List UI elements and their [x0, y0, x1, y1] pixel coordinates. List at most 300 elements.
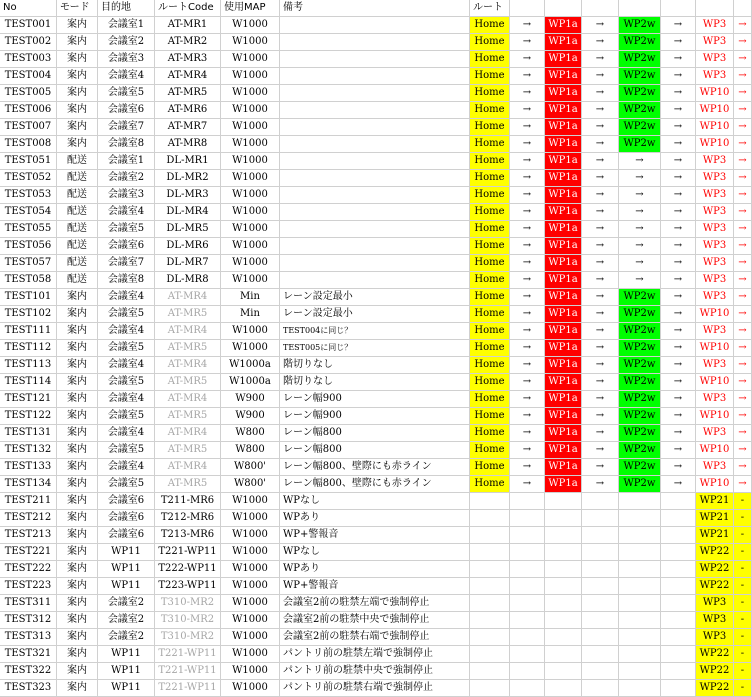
cell-code[interactable]: AT-MR2 — [155, 34, 221, 51]
cell-route-6[interactable]: WP3 — [696, 595, 734, 612]
cell-route-5[interactable]: → — [661, 391, 696, 408]
cell-route-2[interactable]: WP1a — [545, 51, 582, 68]
cell-route-5[interactable] — [661, 510, 696, 527]
cell-no[interactable]: TEST311 — [0, 595, 57, 612]
cell-note[interactable]: WP+警報音 — [280, 527, 470, 544]
cell-no[interactable]: TEST114 — [0, 374, 57, 391]
cell-no[interactable]: TEST312 — [0, 612, 57, 629]
cell-route-1[interactable] — [510, 612, 545, 629]
cell-note[interactable]: レーン幅900 — [280, 391, 470, 408]
cell-route-2[interactable] — [545, 629, 582, 646]
cell-route-0[interactable]: Home — [470, 119, 510, 136]
cell-map[interactable]: W1000 — [221, 527, 280, 544]
cell-route-1[interactable] — [510, 561, 545, 578]
cell-map[interactable]: W1000 — [221, 544, 280, 561]
cell-route-1[interactable] — [510, 629, 545, 646]
cell-code[interactable]: T310-MR2 — [155, 629, 221, 646]
cell-route-0[interactable]: Home — [470, 204, 510, 221]
cell-route-0[interactable]: Home — [470, 238, 510, 255]
cell-route-2[interactable]: WP1a — [545, 442, 582, 459]
cell-route-1[interactable]: → — [510, 374, 545, 391]
cell-route-1[interactable]: → — [510, 221, 545, 238]
cell-route-1[interactable]: → — [510, 136, 545, 153]
cell-route-0[interactable]: Home — [470, 153, 510, 170]
cell-code[interactable]: DL-MR2 — [155, 170, 221, 187]
cell-route-1[interactable]: → — [510, 85, 545, 102]
cell-route-5[interactable]: → — [661, 306, 696, 323]
cell-route-3[interactable]: → — [582, 391, 619, 408]
cell-route-4[interactable]: WP2w — [619, 102, 661, 119]
cell-route-4[interactable] — [619, 629, 661, 646]
cell-route-4[interactable]: WP2w — [619, 476, 661, 493]
cell-code[interactable]: DL-MR6 — [155, 238, 221, 255]
cell-route-0[interactable]: Home — [470, 391, 510, 408]
cell-note[interactable]: レーン幅800、壁際にも赤ライン — [280, 459, 470, 476]
cell-route-2[interactable]: WP1a — [545, 374, 582, 391]
cell-route-4[interactable]: WP2w — [619, 119, 661, 136]
cell-route-0[interactable]: Home — [470, 170, 510, 187]
cell-mode[interactable]: 案内 — [57, 425, 98, 442]
cell-route-4[interactable]: WP2w — [619, 323, 661, 340]
cell-route-5[interactable]: → — [661, 102, 696, 119]
cell-route-0[interactable]: Home — [470, 340, 510, 357]
cell-no[interactable]: TEST054 — [0, 204, 57, 221]
cell-trailing[interactable]: → — [734, 187, 752, 204]
cell-route-5[interactable]: → — [661, 170, 696, 187]
cell-route-2[interactable]: WP1a — [545, 153, 582, 170]
cell-dest[interactable]: WP11 — [98, 578, 155, 595]
cell-map[interactable]: W1000 — [221, 68, 280, 85]
cell-route-2[interactable]: WP1a — [545, 323, 582, 340]
cell-route-1[interactable]: → — [510, 340, 545, 357]
cell-route-4[interactable]: → — [619, 238, 661, 255]
cell-map[interactable]: W1000 — [221, 170, 280, 187]
cell-map[interactable]: W1000 — [221, 578, 280, 595]
cell-route-2[interactable]: WP1a — [545, 357, 582, 374]
cell-mode[interactable]: 案内 — [57, 374, 98, 391]
cell-route-6[interactable]: WP3 — [696, 170, 734, 187]
cell-route-0[interactable]: Home — [470, 187, 510, 204]
cell-route-1[interactable]: → — [510, 119, 545, 136]
cell-no[interactable]: TEST005 — [0, 85, 57, 102]
cell-trailing[interactable]: → — [734, 323, 752, 340]
cell-route-1[interactable] — [510, 680, 545, 697]
cell-code[interactable]: AT-MR4 — [155, 459, 221, 476]
cell-route-1[interactable]: → — [510, 34, 545, 51]
cell-route-3[interactable] — [582, 595, 619, 612]
cell-route-2[interactable] — [545, 544, 582, 561]
cell-note[interactable] — [280, 34, 470, 51]
cell-map[interactable]: W1000 — [221, 34, 280, 51]
cell-route-0[interactable]: Home — [470, 102, 510, 119]
cell-trailing[interactable]: → — [734, 255, 752, 272]
cell-route-4[interactable] — [619, 612, 661, 629]
cell-route-5[interactable]: → — [661, 255, 696, 272]
cell-no[interactable]: TEST321 — [0, 646, 57, 663]
cell-note[interactable]: WPなし — [280, 493, 470, 510]
cell-dest[interactable]: 会議室6 — [98, 510, 155, 527]
cell-code[interactable]: AT-MR5 — [155, 408, 221, 425]
cell-map[interactable]: W1000 — [221, 510, 280, 527]
cell-note[interactable]: レーン設定最小 — [280, 289, 470, 306]
cell-dest[interactable]: 会議室5 — [98, 306, 155, 323]
cell-trailing[interactable]: - — [734, 595, 752, 612]
cell-route-3[interactable] — [582, 527, 619, 544]
cell-map[interactable]: W1000 — [221, 136, 280, 153]
cell-mode[interactable]: 案内 — [57, 17, 98, 34]
cell-note[interactable] — [280, 272, 470, 289]
cell-code[interactable]: DL-MR1 — [155, 153, 221, 170]
cell-code[interactable]: T221-WP11 — [155, 544, 221, 561]
cell-route-3[interactable]: → — [582, 34, 619, 51]
cell-route-3[interactable]: → — [582, 374, 619, 391]
cell-route-4[interactable] — [619, 646, 661, 663]
cell-route-0[interactable]: Home — [470, 255, 510, 272]
cell-no[interactable]: TEST051 — [0, 153, 57, 170]
cell-route-4[interactable] — [619, 680, 661, 697]
cell-code[interactable]: DL-MR7 — [155, 255, 221, 272]
cell-no[interactable]: TEST113 — [0, 357, 57, 374]
cell-dest[interactable]: 会議室5 — [98, 408, 155, 425]
cell-route-6[interactable]: WP3 — [696, 153, 734, 170]
cell-route-0[interactable]: Home — [470, 51, 510, 68]
cell-route-2[interactable]: WP1a — [545, 170, 582, 187]
cell-trailing[interactable]: → — [734, 425, 752, 442]
cell-route-5[interactable]: → — [661, 136, 696, 153]
cell-dest[interactable]: 会議室4 — [98, 323, 155, 340]
cell-no[interactable]: TEST101 — [0, 289, 57, 306]
cell-route-2[interactable]: WP1a — [545, 306, 582, 323]
cell-route-0[interactable]: Home — [470, 476, 510, 493]
cell-mode[interactable]: 案内 — [57, 578, 98, 595]
cell-route-4[interactable]: WP2w — [619, 68, 661, 85]
cell-code[interactable]: DL-MR3 — [155, 187, 221, 204]
cell-route-5[interactable]: → — [661, 357, 696, 374]
cell-dest[interactable]: 会議室1 — [98, 153, 155, 170]
cell-route-0[interactable] — [470, 646, 510, 663]
cell-route-6[interactable]: WP10 — [696, 102, 734, 119]
cell-dest[interactable]: 会議室4 — [98, 289, 155, 306]
cell-route-2[interactable]: WP1a — [545, 289, 582, 306]
cell-map[interactable]: W1000 — [221, 272, 280, 289]
cell-code[interactable]: AT-MR4 — [155, 391, 221, 408]
cell-route-1[interactable]: → — [510, 357, 545, 374]
cell-dest[interactable]: 会議室2 — [98, 34, 155, 51]
cell-no[interactable]: TEST058 — [0, 272, 57, 289]
cell-note[interactable] — [280, 102, 470, 119]
cell-route-6[interactable]: WP22 — [696, 663, 734, 680]
cell-route-0[interactable]: Home — [470, 442, 510, 459]
header-mode[interactable]: モード — [57, 0, 98, 17]
cell-route-1[interactable] — [510, 595, 545, 612]
cell-route-6[interactable]: WP22 — [696, 544, 734, 561]
cell-route-2[interactable]: WP1a — [545, 459, 582, 476]
cell-route-2[interactable]: WP1a — [545, 68, 582, 85]
cell-note[interactable]: パントリ前の駐禁右端で強制停止 — [280, 680, 470, 697]
cell-route-0[interactable]: Home — [470, 34, 510, 51]
cell-route-2[interactable] — [545, 493, 582, 510]
cell-route-6[interactable]: WP3 — [696, 357, 734, 374]
cell-trailing[interactable]: - — [734, 680, 752, 697]
cell-mode[interactable]: 案内 — [57, 68, 98, 85]
cell-route-0[interactable]: Home — [470, 408, 510, 425]
cell-code[interactable]: AT-MR1 — [155, 17, 221, 34]
cell-route-2[interactable]: WP1a — [545, 17, 582, 34]
cell-route-3[interactable]: → — [582, 85, 619, 102]
cell-code[interactable]: T221-WP11 — [155, 680, 221, 697]
cell-note[interactable]: WPなし — [280, 544, 470, 561]
cell-dest[interactable]: WP11 — [98, 544, 155, 561]
cell-route-1[interactable]: → — [510, 170, 545, 187]
cell-route-6[interactable]: WP3 — [696, 17, 734, 34]
cell-mode[interactable]: 案内 — [57, 493, 98, 510]
cell-route-0[interactable] — [470, 612, 510, 629]
cell-route-4[interactable]: → — [619, 153, 661, 170]
cell-route-4[interactable]: WP2w — [619, 357, 661, 374]
cell-no[interactable]: TEST003 — [0, 51, 57, 68]
cell-route-3[interactable]: → — [582, 17, 619, 34]
cell-route-1[interactable]: → — [510, 17, 545, 34]
cell-route-3[interactable]: → — [582, 187, 619, 204]
header-cell[interactable] — [510, 0, 545, 17]
cell-route-6[interactable]: WP22 — [696, 680, 734, 697]
cell-code[interactable]: AT-MR8 — [155, 136, 221, 153]
cell-route-5[interactable] — [661, 527, 696, 544]
cell-note[interactable] — [280, 17, 470, 34]
cell-no[interactable]: TEST313 — [0, 629, 57, 646]
cell-code[interactable]: T221-WP11 — [155, 646, 221, 663]
cell-mode[interactable]: 案内 — [57, 612, 98, 629]
cell-route-3[interactable] — [582, 510, 619, 527]
cell-route-6[interactable]: WP10 — [696, 408, 734, 425]
cell-trailing[interactable]: → — [734, 85, 752, 102]
cell-mode[interactable]: 配送 — [57, 272, 98, 289]
cell-route-1[interactable]: → — [510, 323, 545, 340]
cell-no[interactable]: TEST055 — [0, 221, 57, 238]
cell-mode[interactable]: 配送 — [57, 221, 98, 238]
cell-route-6[interactable]: WP3 — [696, 629, 734, 646]
cell-route-4[interactable] — [619, 493, 661, 510]
cell-mode[interactable]: 案内 — [57, 340, 98, 357]
cell-route-3[interactable]: → — [582, 68, 619, 85]
cell-route-4[interactable]: WP2w — [619, 391, 661, 408]
cell-route-0[interactable] — [470, 510, 510, 527]
cell-trailing[interactable]: - — [734, 629, 752, 646]
cell-route-1[interactable]: → — [510, 459, 545, 476]
cell-dest[interactable]: 会議室4 — [98, 204, 155, 221]
cell-dest[interactable]: 会議室3 — [98, 187, 155, 204]
cell-trailing[interactable]: → — [734, 119, 752, 136]
cell-route-1[interactable] — [510, 544, 545, 561]
cell-route-5[interactable] — [661, 612, 696, 629]
cell-route-2[interactable]: WP1a — [545, 85, 582, 102]
cell-mode[interactable]: 案内 — [57, 527, 98, 544]
cell-map[interactable]: W1000 — [221, 595, 280, 612]
cell-note[interactable]: レーン設定最小 — [280, 306, 470, 323]
cell-trailing[interactable]: → — [734, 272, 752, 289]
cell-note[interactable]: 階切りなし — [280, 374, 470, 391]
cell-mode[interactable]: 配送 — [57, 170, 98, 187]
cell-code[interactable]: AT-MR5 — [155, 85, 221, 102]
cell-map[interactable]: W800' — [221, 459, 280, 476]
cell-route-4[interactable]: WP2w — [619, 85, 661, 102]
cell-dest[interactable]: 会議室8 — [98, 272, 155, 289]
cell-route-0[interactable]: Home — [470, 136, 510, 153]
cell-map[interactable]: W1000 — [221, 646, 280, 663]
header-cell[interactable] — [696, 0, 734, 17]
cell-code[interactable]: T221-WP11 — [155, 663, 221, 680]
header-note[interactable]: 備考 — [280, 0, 470, 17]
cell-route-5[interactable] — [661, 680, 696, 697]
cell-note[interactable]: 会議室2前の駐禁右端で強制停止 — [280, 629, 470, 646]
header-cell[interactable] — [661, 0, 696, 17]
cell-route-1[interactable] — [510, 663, 545, 680]
cell-code[interactable]: AT-MR5 — [155, 374, 221, 391]
cell-note[interactable]: WPあり — [280, 561, 470, 578]
cell-route-5[interactable]: → — [661, 221, 696, 238]
cell-no[interactable]: TEST121 — [0, 391, 57, 408]
cell-code[interactable]: AT-MR4 — [155, 425, 221, 442]
cell-route-6[interactable]: WP10 — [696, 374, 734, 391]
cell-dest[interactable]: 会議室1 — [98, 17, 155, 34]
cell-route-0[interactable] — [470, 663, 510, 680]
cell-route-1[interactable]: → — [510, 68, 545, 85]
cell-trailing[interactable]: → — [734, 357, 752, 374]
cell-route-4[interactable]: → — [619, 221, 661, 238]
cell-route-5[interactable]: → — [661, 272, 696, 289]
cell-route-6[interactable]: WP10 — [696, 306, 734, 323]
cell-map[interactable]: W1000 — [221, 17, 280, 34]
cell-route-3[interactable]: → — [582, 238, 619, 255]
cell-route-6[interactable]: WP22 — [696, 578, 734, 595]
cell-note[interactable] — [280, 136, 470, 153]
cell-route-6[interactable]: WP10 — [696, 119, 734, 136]
cell-mode[interactable]: 案内 — [57, 119, 98, 136]
cell-map[interactable]: W1000 — [221, 102, 280, 119]
header-cell[interactable] — [582, 0, 619, 17]
cell-dest[interactable]: 会議室3 — [98, 51, 155, 68]
cell-map[interactable]: Min — [221, 306, 280, 323]
cell-dest[interactable]: 会議室5 — [98, 85, 155, 102]
cell-trailing[interactable]: - — [734, 510, 752, 527]
cell-mode[interactable]: 案内 — [57, 646, 98, 663]
cell-route-6[interactable]: WP3 — [696, 238, 734, 255]
cell-map[interactable]: W900 — [221, 391, 280, 408]
cell-trailing[interactable]: → — [734, 17, 752, 34]
cell-route-0[interactable] — [470, 629, 510, 646]
cell-note[interactable] — [280, 51, 470, 68]
cell-map[interactable]: W1000 — [221, 493, 280, 510]
cell-route-5[interactable] — [661, 646, 696, 663]
cell-trailing[interactable]: → — [734, 459, 752, 476]
cell-route-4[interactable] — [619, 561, 661, 578]
cell-map[interactable]: W1000 — [221, 255, 280, 272]
cell-trailing[interactable]: → — [734, 136, 752, 153]
cell-route-5[interactable]: → — [661, 442, 696, 459]
cell-note[interactable]: レーン幅800、壁際にも赤ライン — [280, 476, 470, 493]
cell-code[interactable]: T213-MR6 — [155, 527, 221, 544]
cell-route-6[interactable]: WP10 — [696, 442, 734, 459]
cell-route-6[interactable]: WP3 — [696, 612, 734, 629]
cell-map[interactable]: W1000 — [221, 680, 280, 697]
cell-map[interactable]: W1000 — [221, 153, 280, 170]
header-dest[interactable]: 目的地 — [98, 0, 155, 17]
cell-route-5[interactable]: → — [661, 408, 696, 425]
cell-dest[interactable]: 会議室5 — [98, 340, 155, 357]
cell-no[interactable]: TEST002 — [0, 34, 57, 51]
cell-route-6[interactable]: WP3 — [696, 425, 734, 442]
cell-dest[interactable]: WP11 — [98, 680, 155, 697]
cell-route-6[interactable]: WP21 — [696, 510, 734, 527]
cell-route-4[interactable]: WP2w — [619, 136, 661, 153]
cell-route-5[interactable] — [661, 663, 696, 680]
cell-route-5[interactable] — [661, 629, 696, 646]
cell-code[interactable]: AT-MR4 — [155, 289, 221, 306]
cell-route-2[interactable]: WP1a — [545, 119, 582, 136]
cell-route-4[interactable]: WP2w — [619, 34, 661, 51]
cell-route-0[interactable]: Home — [470, 306, 510, 323]
cell-route-3[interactable]: → — [582, 119, 619, 136]
cell-no[interactable]: TEST057 — [0, 255, 57, 272]
cell-route-3[interactable]: → — [582, 221, 619, 238]
cell-trailing[interactable]: → — [734, 391, 752, 408]
cell-route-2[interactable]: WP1a — [545, 340, 582, 357]
cell-dest[interactable]: 会議室2 — [98, 170, 155, 187]
cell-route-1[interactable]: → — [510, 238, 545, 255]
cell-route-6[interactable]: WP3 — [696, 272, 734, 289]
cell-note[interactable] — [280, 85, 470, 102]
cell-no[interactable]: TEST223 — [0, 578, 57, 595]
cell-trailing[interactable]: - — [734, 663, 752, 680]
cell-route-6[interactable]: WP3 — [696, 221, 734, 238]
cell-dest[interactable]: 会議室4 — [98, 425, 155, 442]
cell-mode[interactable]: 配送 — [57, 153, 98, 170]
cell-route-1[interactable] — [510, 646, 545, 663]
cell-no[interactable]: TEST133 — [0, 459, 57, 476]
cell-route-2[interactable]: WP1a — [545, 34, 582, 51]
cell-dest[interactable]: 会議室6 — [98, 527, 155, 544]
header-cell[interactable] — [619, 0, 661, 17]
cell-route-3[interactable]: → — [582, 357, 619, 374]
cell-route-2[interactable] — [545, 510, 582, 527]
cell-note[interactable]: パントリ前の駐禁左端で強制停止 — [280, 646, 470, 663]
cell-no[interactable]: TEST134 — [0, 476, 57, 493]
cell-map[interactable]: W1000 — [221, 629, 280, 646]
cell-route-1[interactable]: → — [510, 255, 545, 272]
cell-trailing[interactable]: → — [734, 476, 752, 493]
cell-code[interactable]: DL-MR5 — [155, 221, 221, 238]
cell-trailing[interactable]: → — [734, 340, 752, 357]
cell-route-5[interactable]: → — [661, 459, 696, 476]
cell-code[interactable]: T310-MR2 — [155, 595, 221, 612]
cell-route-1[interactable] — [510, 493, 545, 510]
cell-mode[interactable]: 案内 — [57, 561, 98, 578]
header-no[interactable]: No — [0, 0, 57, 17]
cell-note[interactable] — [280, 238, 470, 255]
cell-dest[interactable]: 会議室5 — [98, 221, 155, 238]
cell-route-6[interactable]: WP22 — [696, 561, 734, 578]
cell-route-5[interactable]: → — [661, 323, 696, 340]
cell-route-2[interactable]: WP1a — [545, 255, 582, 272]
cell-note[interactable] — [280, 68, 470, 85]
cell-route-3[interactable]: → — [582, 340, 619, 357]
cell-route-4[interactable]: WP2w — [619, 408, 661, 425]
cell-mode[interactable]: 案内 — [57, 680, 98, 697]
cell-trailing[interactable]: → — [734, 170, 752, 187]
cell-route-0[interactable]: Home — [470, 17, 510, 34]
cell-route-0[interactable]: Home — [470, 357, 510, 374]
cell-route-3[interactable] — [582, 646, 619, 663]
